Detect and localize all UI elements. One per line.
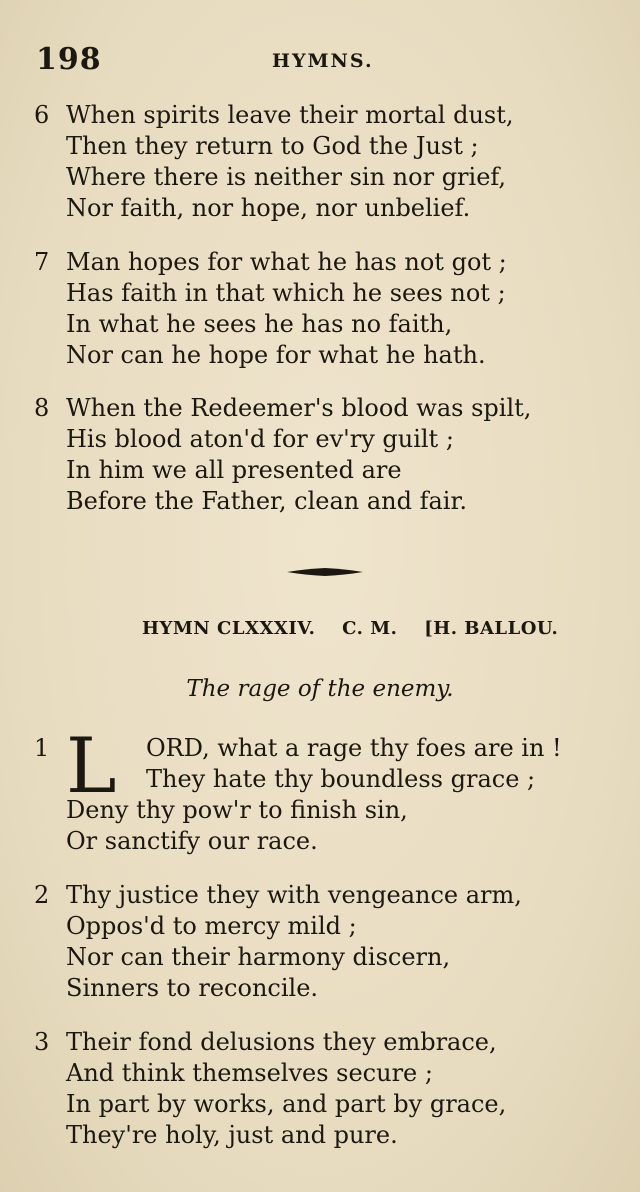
- hymn-subtitle: The rage of the enemy.: [186, 676, 454, 702]
- verse-line: And think themselves secure ;: [66, 1059, 433, 1087]
- stanza-number: 3: [34, 1028, 50, 1056]
- stanza-number: 6: [34, 101, 50, 129]
- hymn-meter: C. M.: [342, 618, 398, 639]
- verse-line: Thy justice they with vengeance arm,: [66, 881, 522, 909]
- verse-line: Oppos'd to mercy mild ;: [66, 912, 357, 940]
- verse-line: Nor can he hope for what he hath.: [66, 341, 486, 369]
- verse-line: Man hopes for what he has not got ;: [66, 248, 507, 276]
- verse-line: They're holy, just and pure.: [66, 1121, 398, 1149]
- drop-cap: L: [66, 721, 117, 810]
- verse-line: Their fond delusions they embrace,: [66, 1028, 497, 1056]
- hymn-heading: [142, 618, 622, 639]
- page-header: [0, 42, 640, 82]
- stanza-number: 2: [34, 881, 50, 909]
- stanza-number: 1: [34, 734, 50, 762]
- verse-line: In what he sees he has no faith,: [66, 310, 453, 338]
- verse-line: Nor faith, nor hope, nor unbelief.: [66, 194, 471, 222]
- page-number: 198: [36, 42, 102, 77]
- verse-line: Before the Father, clean and fair.: [66, 487, 467, 515]
- verse-line: Sinners to reconcile.: [66, 974, 319, 1002]
- verse-line: When the Redeemer's blood was spilt,: [66, 394, 532, 422]
- stanza-number: 8: [34, 394, 50, 422]
- hymn-title: HYMN CLXXXIV.: [142, 618, 316, 639]
- hymn-author: [H. BALLOU.: [424, 618, 559, 639]
- verse-line: Or sanctify our race.: [66, 827, 318, 855]
- verse-line: When spirits leave their mortal dust,: [66, 101, 514, 129]
- verse-line: Then they return to God the Just ;: [66, 132, 479, 160]
- verse-line: ORD, what a rage thy foes are in !: [146, 734, 562, 762]
- verse-line: Has faith in that which he sees not ;: [66, 279, 506, 307]
- verse-line: They hate thy boundless grace ;: [146, 765, 536, 793]
- stanza-number: 7: [34, 248, 50, 276]
- verse-line: Where there is neither sin nor grief,: [66, 163, 507, 191]
- verse-line: Deny thy pow'r to finish sin,: [66, 796, 408, 824]
- verse-line: In part by works, and part by grace,: [66, 1090, 507, 1118]
- verse-line: In him we all presented are: [66, 456, 402, 484]
- ornament-divider-icon: [287, 566, 363, 578]
- verse-line: Nor can their harmony discern,: [66, 943, 451, 971]
- running-head: HYMNS.: [272, 50, 374, 72]
- verse-line: His blood aton'd for ev'ry guilt ;: [66, 425, 454, 453]
